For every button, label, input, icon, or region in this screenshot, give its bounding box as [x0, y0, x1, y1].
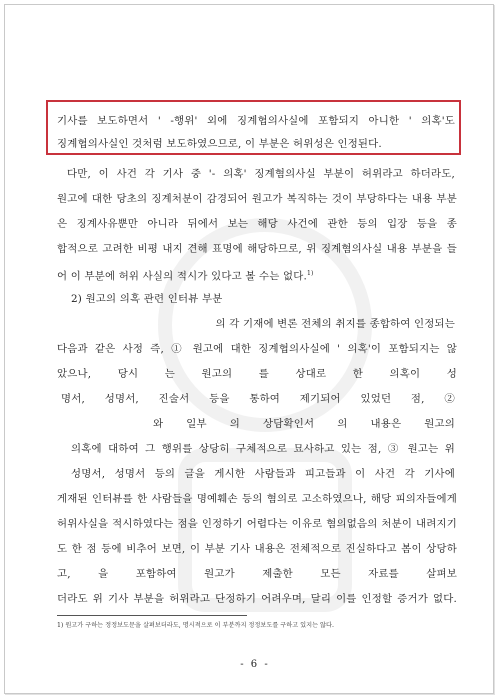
section-heading: 2) 원고의 의혹 관련 인터뷰 부분 — [71, 293, 223, 305]
document-page — [4, 4, 494, 694]
section-line-8: 게재된 인터뷰를 한 사람들을 명예훼손 등의 혐의로 고소하였으나, 해당 피의자들에게 — [57, 493, 457, 505]
footnote-divider — [57, 615, 247, 616]
body-line-5-text: 어 이 부분에 허위 사실의 적시가 있다고 볼 수는 없다. — [57, 270, 308, 283]
highlight-line-2: 징계협의사실인 것처럼 보도하였으므로, 이 부분은 허위성은 인정된다. — [57, 138, 382, 150]
highlight-line-1: 기사를 보도하면서 ' -행위' 외에 징계협의사실에 포함되지 아니한 ' 의혹'도 — [57, 115, 455, 127]
section-line-12: 더라도 위 기사 부분을 허위라고 단정하기 어려우며, 달리 이를 인정할 증거가 없다. — [57, 593, 457, 605]
section-line-10: 도 한 점 등에 비추어 보면, 이 부분 기사 내용은 전체적으로 진실하다고 봄이 상당하 — [57, 543, 457, 555]
footnote-text: 1) 원고가 구하는 정정보도문을 살펴보더라도, 명시적으로 이 부분까지 정정보도를 구하고 있지는 않다. — [57, 622, 334, 629]
section-line-4: 명서, 성명서, 진술서 등을 통하여 제기되어 있었던 점, ② — [61, 393, 455, 405]
body-line-4: 합적으로 고려한 비평 내지 견해 표명에 해당하므로, 위 징계혐의사실 내용 부분을 들 — [57, 243, 457, 255]
body-line-3: 은 징계사유뿐만 아니라 뒤에서 보는 해당 사건에 관한 등의 입장 등을 종 — [57, 218, 457, 230]
page-number: - 6 - — [240, 659, 270, 670]
body-line-5 — [57, 267, 457, 283]
body-line-1: 다만, 이 사건 각 기사 중 '- 의혹' 징계혐의사실 부분이 허위라고 하더라도, — [67, 168, 455, 180]
section-line-5: 와 일부 의 상담확인서 의 내용은 원고의 — [153, 418, 455, 430]
body-line-2: 원고에 대한 당초의 징계처분이 감경되어 원고가 복직하는 것이 부당하다는 내용 부분 — [57, 193, 457, 205]
section-line-9: 허위사실을 적시하였다는 점을 인정하기 어렵다는 이유로 혐의없음의 처분이 내려지기 — [57, 518, 457, 530]
section-line-1: 의 각 기재에 변론 전체의 취지를 종합하여 인정되는 — [215, 318, 455, 330]
section-line-11: 고, 을 포함하여 원고가 제출한 모든 자료를 살펴보 — [57, 568, 457, 580]
section-line-7: 성명서, 성명서 등의 글을 게시한 사람들과 피고들과 이 사건 각 기사에 — [71, 468, 455, 480]
footnote-reference: 1) — [307, 270, 314, 277]
section-line-2: 다음과 같은 사정 즉, ① 원고에 대한 징계협의사실에 ' 의혹'이 포함되지는 않 — [57, 343, 457, 355]
section-line-3: 았으나, 당시 는 원고의 를 상대로 한 의혹이 성 — [57, 368, 457, 380]
section-line-6: 의혹에 대하여 그 행위를 상당히 구체적으로 묘사하고 있는 점, ③ 원고는 위 — [71, 443, 455, 455]
